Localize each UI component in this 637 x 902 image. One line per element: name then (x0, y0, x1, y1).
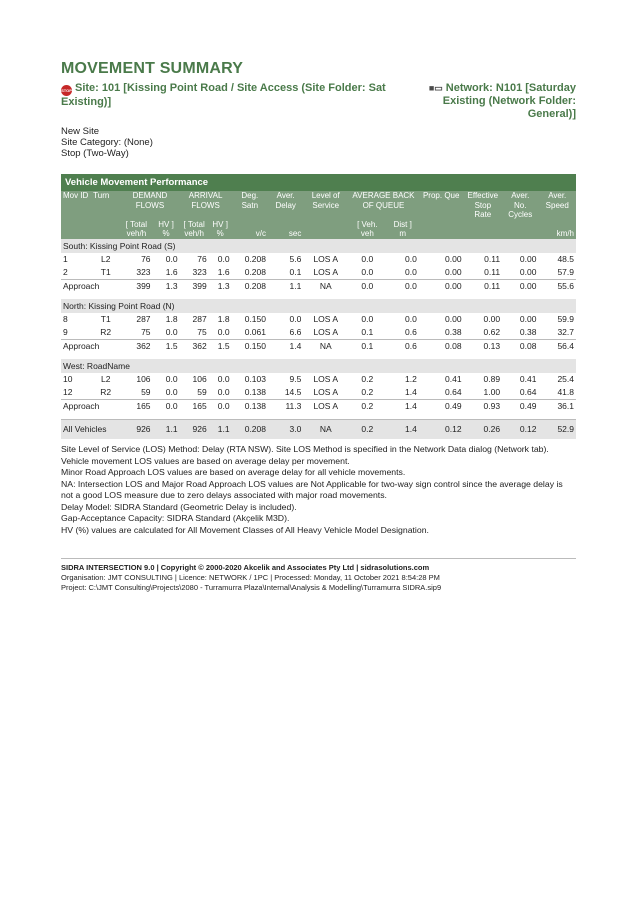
note: NA: Intersection LOS and Major Road Approach LOS values are Not Applicable for two-way sign control since the average delay is not a good LOS measure due to zero delays associated with major road movements. (61, 478, 563, 500)
table-cell: 1.5 (153, 339, 180, 353)
note: HV (%) values are calculated for All Movement Classes of All Heavy Vehicle Model Designation. (61, 524, 429, 535)
table-cell: 0.0 (217, 327, 230, 337)
table-cell: 1.4 (387, 419, 419, 439)
table-cell: 41.8 (557, 387, 574, 397)
table-body (61, 239, 576, 439)
table-cell: 1.4 (268, 339, 303, 353)
table-cell: 0.64 (445, 387, 462, 397)
table-cell: 8 (63, 314, 68, 324)
col-aver-delay: Aver. Delay (268, 191, 303, 220)
table-cell: 0.64 (519, 387, 537, 397)
table-cell: 0.00 (519, 254, 537, 264)
table-cell: 0.11 (484, 267, 501, 277)
table-cell: 55.6 (538, 279, 576, 293)
table-cell: 0.1 (361, 327, 374, 337)
table-cell: 0.2 (348, 399, 386, 413)
table-cell: 1.00 (483, 387, 501, 397)
col-los: Level of Service (303, 191, 348, 220)
table-cell: 48.5 (557, 254, 574, 264)
table-cell: 0.061 (244, 327, 266, 337)
table-cell: 0.00 (502, 279, 538, 293)
table-cell: 0.11 (484, 254, 501, 264)
table-cell: 1.3 (209, 279, 232, 293)
table-cell: 0.00 (445, 267, 462, 277)
table-cell: 0.0 (217, 254, 230, 264)
table-cell: 76 (197, 254, 207, 264)
table-cell: 0.0 (217, 374, 230, 384)
table-cell: 0.49 (502, 399, 538, 413)
table-cell: L2 (100, 254, 111, 264)
unit-queue-dist: m (387, 229, 419, 239)
page-title: MOVEMENT SUMMARY (61, 60, 244, 77)
table-cell: 75 (197, 327, 207, 337)
table-cell: 0.0 (165, 254, 178, 264)
approach-row (61, 399, 576, 413)
col-arrival-flows: ARRIVAL FLOWS (180, 191, 232, 220)
table-cell: 0.0 (209, 399, 232, 413)
table-cell: All Vehicles (61, 419, 120, 439)
table-cell: 0.150 (244, 314, 266, 324)
table-cell: T1 (100, 314, 111, 324)
table-cell: 1.4 (405, 387, 417, 397)
table-cell: 0.0 (405, 267, 417, 277)
table-cell: 323 (192, 267, 207, 277)
table-cell: 165 (120, 399, 152, 413)
col-demand-flows: DEMAND FLOWS (120, 191, 179, 220)
col-aver-speed: Aver. Speed (538, 191, 576, 220)
section-header-row (61, 239, 576, 253)
table-cell: 1.5 (209, 339, 232, 353)
table-title: Vehicle Movement Performance (61, 174, 576, 191)
note: Minor Road Approach LOS values are based on average delay for all vehicle movements. (61, 467, 406, 477)
table-row (61, 266, 576, 280)
table-cell: 59.9 (557, 314, 574, 324)
table-cell: 0.00 (519, 267, 537, 277)
table-cell: 362 (120, 339, 152, 353)
table-cell: 1.6 (217, 267, 230, 277)
table-cell: 0.41 (445, 374, 462, 384)
table-row (61, 326, 576, 340)
site-info (61, 126, 153, 159)
note: Vehicle movement LOS values are based on average delay per movement. (61, 455, 350, 466)
table-cell: 926 (120, 419, 152, 439)
footer-project: Project: C:\JMT Consulting\Projects\2080 - Turramurra Plaza\Internal\Analysis & Modelling\Turramurra SIDRA.sip9 (61, 583, 442, 592)
table-cell: 0.208 (232, 279, 268, 293)
table-cell: 0.89 (483, 374, 501, 384)
site-info-line: Stop (Two-Way) (61, 148, 129, 159)
table-cell: 399 (120, 279, 152, 293)
table-cell: 0.13 (464, 339, 502, 353)
table-cell: 0.6 (387, 339, 419, 353)
table-cell: 59 (197, 387, 207, 397)
table-cell: LOS A (313, 387, 339, 397)
network-label: Network: N101 [Saturday Existing (Network Folder: General)] (442, 82, 576, 120)
col-turn: Turn (91, 191, 120, 220)
unit-deg-satn: v/c (232, 229, 268, 239)
table-row (61, 386, 576, 400)
table-cell: 56.4 (538, 339, 576, 353)
table-cell: 12 (63, 387, 73, 397)
site-info-line: New Site (61, 126, 100, 137)
vehicle-movement-performance (61, 174, 576, 439)
table-cell: Approach (61, 339, 120, 353)
site-info-line: Site Category: (None) (61, 137, 153, 148)
table-cell: 0.11 (464, 279, 502, 293)
network-icon: ■▭ (428, 83, 443, 93)
table-cell: 32.7 (557, 327, 574, 337)
table-cell: T1 (100, 267, 111, 277)
table-cell: LOS A (303, 399, 348, 413)
table-cell: 0.2 (361, 387, 374, 397)
table-cell: 0.00 (483, 314, 501, 324)
table-cell: 0.2 (361, 374, 374, 384)
table-cell: 165 (180, 399, 209, 413)
table-cell: 0.103 (244, 374, 266, 384)
table-cell: South: Kissing Point Road (S) (61, 239, 576, 253)
table-cell: 0.08 (502, 339, 538, 353)
footer (61, 558, 576, 593)
stop-sign-icon: STOP (61, 85, 72, 96)
table-cell: 25.4 (557, 374, 574, 384)
footer-copyright: SIDRA INTERSECTION 9.0 | Copyright © 2000-2020 Akcelik and Associates Pty Ltd | sidrasolutions.com (61, 563, 430, 572)
table-cell: 926 (180, 419, 209, 439)
col-prop-que: Prop. Que (419, 191, 464, 220)
approach-row (61, 279, 576, 293)
table-cell: 106 (192, 374, 207, 384)
site-label: Site: 101 [Kissing Point Road / Site Access (Site Folder: Sat Existing)] (61, 82, 386, 108)
table-cell: 0.0 (348, 279, 386, 293)
table-cell: 6.6 (289, 327, 302, 337)
table-cell: 1.3 (153, 279, 180, 293)
table-cell: LOS A (313, 254, 339, 264)
unit-queue-veh: veh (348, 229, 386, 239)
table-cell: 0.62 (483, 327, 501, 337)
table-cell: 0.208 (244, 267, 266, 277)
col-effective-stop-rate: Effective Stop Rate (464, 191, 502, 220)
table-cell: 10 (63, 374, 73, 384)
table-cell: 287 (136, 314, 151, 324)
unit-arrival-total: veh/h (180, 229, 209, 239)
table-cell: LOS A (313, 327, 339, 337)
col-arrival-total: [ Total (180, 220, 209, 230)
section-header-row (61, 299, 576, 313)
table-cell: 0.41 (519, 374, 537, 384)
table-cell: 1.1 (268, 279, 303, 293)
table-cell: 399 (180, 279, 209, 293)
table-cell: LOS A (313, 267, 339, 277)
col-aver-cycles: Aver. No. Cycles (502, 191, 538, 220)
table-cell: 0.0 (405, 314, 417, 324)
col-mov-id: Mov ID (61, 191, 91, 220)
table-cell: 0.150 (232, 339, 268, 353)
table-cell: 0.0 (165, 387, 178, 397)
table-cell: 0.208 (232, 419, 268, 439)
table-cell: Approach (61, 279, 120, 293)
table-cell: NA (303, 419, 348, 439)
table-cell: 1.6 (165, 267, 178, 277)
unit-aver-delay: sec (268, 229, 303, 239)
table-cell: 0.0 (361, 254, 374, 264)
units-row (61, 229, 576, 239)
table-cell: R2 (100, 387, 112, 397)
table-cell: 75 (141, 327, 151, 337)
table-cell: NA (303, 339, 348, 353)
table-cell: 0.12 (419, 419, 464, 439)
col-deg-satn: Deg. Satn (232, 191, 268, 220)
table-cell: Approach (61, 399, 120, 413)
table-row (61, 313, 576, 326)
table-cell: 1.8 (217, 314, 230, 324)
table-cell: 5.6 (289, 254, 302, 264)
note: Delay Model: SIDRA Standard (Geometric Delay is included). (61, 501, 297, 512)
table-cell: LOS A (313, 374, 339, 384)
note: Gap-Acceptance Capacity: SIDRA Standard (Akçelik M3D). (61, 513, 290, 523)
subheader-row (61, 220, 576, 230)
table-cell: 57.9 (557, 267, 574, 277)
table-cell: North: Kissing Point Road (N) (61, 299, 576, 313)
table-cell: 59 (141, 387, 151, 397)
table-cell: 0.00 (519, 314, 537, 324)
table-row (61, 253, 576, 266)
table-cell: 362 (180, 339, 209, 353)
notes (61, 444, 576, 536)
footer-organisation: Organisation: JMT CONSULTING | Licence: NETWORK / 1PC | Processed: Monday, 11 October 2021 8:54:28 PM (61, 573, 440, 582)
table-cell: 287 (192, 314, 207, 324)
col-arrival-hv: HV ] (209, 220, 232, 230)
table-cell: 0.208 (244, 254, 266, 264)
table-cell: 0.38 (445, 327, 462, 337)
table-cell: 0.00 (445, 314, 462, 324)
table-cell: 0.00 (419, 279, 464, 293)
table-cell: 1.2 (405, 374, 417, 384)
col-queue-veh: [ Veh. (348, 220, 386, 230)
col-demand-hv: HV ] (153, 220, 180, 230)
table-cell: 0.0 (405, 254, 417, 264)
table-cell: 9.5 (289, 374, 302, 384)
unit-demand-hv: % (153, 229, 180, 239)
table-cell: 0.93 (464, 399, 502, 413)
unit-demand-total: veh/h (120, 229, 152, 239)
performance-table (61, 191, 576, 439)
table-cell: 11.3 (268, 399, 303, 413)
table-cell: 36.1 (538, 399, 576, 413)
table-cell: 76 (141, 254, 151, 264)
col-back-queue: AVERAGE BACK OF QUEUE (348, 191, 419, 220)
table-cell: 1.8 (165, 314, 178, 324)
table-cell: 52.9 (538, 419, 576, 439)
table-cell: NA (303, 279, 348, 293)
table-cell: 1 (63, 254, 68, 264)
table-cell: 0.138 (232, 399, 268, 413)
table-cell: 1.1 (209, 419, 232, 439)
table-cell: 2 (63, 267, 68, 277)
table-cell: 0.00 (445, 254, 462, 264)
table-cell: 0.0 (165, 374, 178, 384)
table-cell: 106 (136, 374, 151, 384)
approach-row (61, 339, 576, 353)
table-cell: West: RoadName (61, 359, 576, 373)
table-cell: 0.0 (217, 387, 230, 397)
table-cell: 0.08 (419, 339, 464, 353)
table-cell: 0.26 (464, 419, 502, 439)
all-vehicles-row (61, 419, 576, 439)
table-cell: 0.1 (289, 267, 302, 277)
table-cell: R2 (100, 327, 112, 337)
table-cell: 3.0 (268, 419, 303, 439)
header-row (61, 191, 576, 220)
table-cell: 0.6 (405, 327, 417, 337)
unit-arrival-hv: % (209, 229, 232, 239)
table-cell: 1.4 (387, 399, 419, 413)
table-cell: 0.0 (153, 399, 180, 413)
table-cell: LOS A (313, 314, 339, 324)
table-cell: 1.1 (153, 419, 180, 439)
table-cell: 0.2 (348, 419, 386, 439)
table-cell: 0.0 (289, 314, 302, 324)
site-heading (61, 82, 401, 109)
section-header-row (61, 359, 576, 373)
table-cell: 323 (136, 267, 151, 277)
unit-aver-speed: km/h (538, 229, 576, 239)
table-cell: 0.138 (244, 387, 266, 397)
table-cell: 0.1 (348, 339, 386, 353)
table-cell: L2 (100, 374, 111, 384)
table-cell: 0.0 (165, 327, 178, 337)
table-row (61, 373, 576, 386)
table-cell: 0.12 (502, 419, 538, 439)
col-demand-total: [ Total (120, 220, 152, 230)
network-heading (396, 82, 576, 121)
table-cell: 9 (63, 327, 68, 337)
table-cell: 0.0 (361, 314, 374, 324)
table-cell: 0.49 (419, 399, 464, 413)
col-queue-dist: Dist ] (387, 220, 419, 230)
table-cell: 0.0 (361, 267, 374, 277)
table-cell: 0.38 (519, 327, 537, 337)
note: Site Level of Service (LOS) Method: Delay (RTA NSW). Site LOS Method is specified in the Network Data dialog (Network tab). (61, 444, 549, 454)
table-cell: 0.0 (387, 279, 419, 293)
table-cell: 14.5 (284, 387, 302, 397)
